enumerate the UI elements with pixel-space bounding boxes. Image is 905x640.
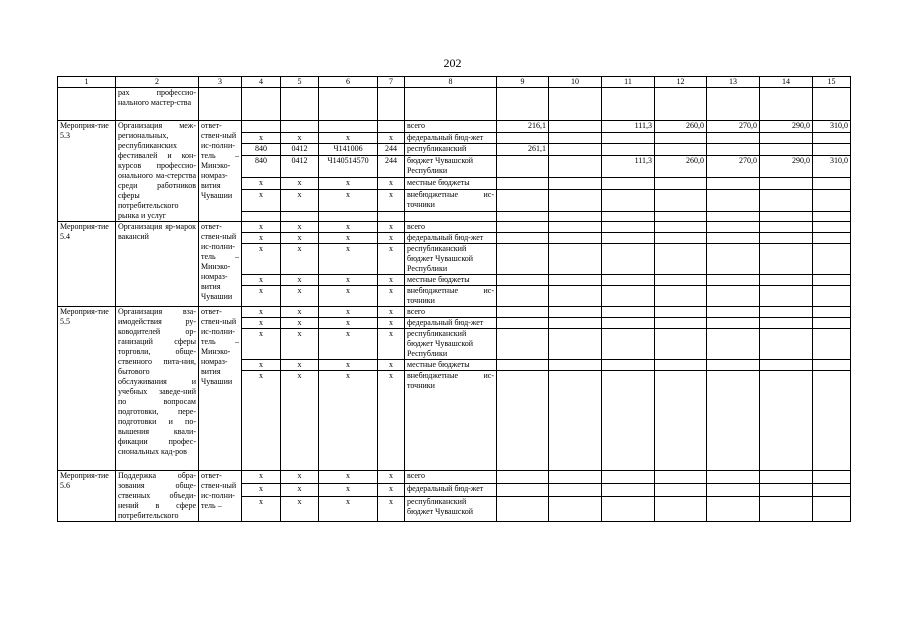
- x-mark-cell: x: [378, 484, 405, 497]
- table-cell: [655, 222, 707, 233]
- x-mark-cell: x: [319, 286, 378, 307]
- table-cell: [602, 212, 655, 222]
- x-mark-cell: x: [378, 233, 405, 244]
- table-cell: [760, 178, 813, 190]
- source-label: республиканский бюджет Чувашской Республики: [405, 329, 497, 360]
- source-label: всего: [405, 307, 497, 318]
- column-header: 4: [242, 77, 281, 88]
- x-mark-cell: x: [281, 318, 319, 329]
- source-label: федеральный бюд-жет: [405, 318, 497, 329]
- x-mark-cell: x: [242, 497, 281, 522]
- source-label: местные бюджеты: [405, 360, 497, 371]
- x-mark-cell: x: [242, 286, 281, 307]
- source-label: республиканский бюджет Чувашской: [405, 497, 497, 522]
- event-executor: ответ-ствен-ный ис-полни-тель –: [199, 471, 242, 522]
- table-cell: [760, 275, 813, 286]
- table-cell: Ч141006: [319, 144, 378, 156]
- table-cell: [655, 132, 707, 144]
- table-cell: [707, 88, 760, 121]
- x-mark-cell: x: [378, 189, 405, 211]
- table-cell: [813, 318, 851, 329]
- table-cell: [549, 275, 602, 286]
- table-cell: [707, 178, 760, 190]
- table-cell: [602, 275, 655, 286]
- table-cell: [760, 318, 813, 329]
- table-cell: [813, 471, 851, 484]
- x-mark-cell: x: [242, 329, 281, 360]
- table-cell: [242, 212, 281, 222]
- table-cell: 216,1: [497, 121, 549, 133]
- table-cell: [760, 371, 813, 471]
- table-cell: [813, 132, 851, 144]
- table-cell: [707, 286, 760, 307]
- x-mark-cell: x: [319, 189, 378, 211]
- table-cell: [549, 155, 602, 177]
- table-cell: [760, 360, 813, 371]
- event-executor: ответ-ствен-ный ис-полни-тель – Минэко-номраз-вития Чувашии: [199, 121, 242, 222]
- table-cell: [760, 189, 813, 211]
- x-mark-cell: x: [281, 244, 319, 275]
- table-cell: [497, 371, 549, 471]
- table-cell: [497, 222, 549, 233]
- x-mark-cell: x: [281, 497, 319, 522]
- table-cell: 310,0: [813, 121, 851, 133]
- table-cell: [707, 360, 760, 371]
- event-label: Мероприя-тие 5.3: [58, 121, 116, 222]
- x-mark-cell: x: [378, 307, 405, 318]
- x-mark-cell: x: [378, 497, 405, 522]
- table-cell: [707, 371, 760, 471]
- column-header-row: [58, 77, 851, 88]
- table-cell: [549, 144, 602, 156]
- table-cell: 270,0: [707, 155, 760, 177]
- x-mark-cell: x: [378, 222, 405, 233]
- table-cell: [602, 244, 655, 275]
- table-cell: [813, 212, 851, 222]
- x-mark-cell: x: [281, 178, 319, 190]
- table-cell: [549, 178, 602, 190]
- x-mark-cell: x: [242, 178, 281, 190]
- x-mark-cell: x: [378, 286, 405, 307]
- table-cell: [813, 275, 851, 286]
- column-header: 6: [319, 77, 378, 88]
- table-cell: [707, 318, 760, 329]
- column-header: 9: [497, 77, 549, 88]
- x-mark-cell: x: [281, 484, 319, 497]
- table-cell: [602, 233, 655, 244]
- table-cell: [549, 307, 602, 318]
- x-mark-cell: x: [242, 471, 281, 484]
- event-name: Организация меж-региональных, республиканских фестивалей и кон-курсов профессио-онального ма-стерства среди работников сферы потребительского рынка и услуг: [116, 121, 199, 222]
- table-cell: [760, 132, 813, 144]
- table-cell: [813, 244, 851, 275]
- table-cell: [813, 371, 851, 471]
- x-mark-cell: x: [319, 360, 378, 371]
- table-cell: [760, 484, 813, 497]
- table-cell: [497, 484, 549, 497]
- source-label: всего: [405, 222, 497, 233]
- column-header: 8: [405, 77, 497, 88]
- table-cell: 244: [378, 155, 405, 177]
- x-mark-cell: x: [378, 244, 405, 275]
- table-cell: 111,3: [602, 155, 655, 177]
- table-cell: [319, 212, 378, 222]
- table-cell: 840: [242, 155, 281, 177]
- x-mark-cell: x: [242, 222, 281, 233]
- table-cell: [707, 233, 760, 244]
- table-cell: [497, 155, 549, 177]
- table-cell: [655, 484, 707, 497]
- table-cell: [497, 178, 549, 190]
- table-cell: [549, 318, 602, 329]
- table-cell: [378, 121, 405, 133]
- event-name: рах профессио-нального мастер-ства: [116, 88, 199, 121]
- column-header: 11: [602, 77, 655, 88]
- x-mark-cell: x: [242, 244, 281, 275]
- x-mark-cell: x: [319, 132, 378, 144]
- x-mark-cell: x: [378, 178, 405, 190]
- column-header: 12: [655, 77, 707, 88]
- x-mark-cell: x: [281, 189, 319, 211]
- column-header: 3: [199, 77, 242, 88]
- table-cell: [707, 132, 760, 144]
- table-cell: [497, 318, 549, 329]
- table-cell: [497, 307, 549, 318]
- table-cell: [813, 144, 851, 156]
- table-cell: [602, 286, 655, 307]
- table-cell: [655, 329, 707, 360]
- x-mark-cell: x: [242, 233, 281, 244]
- x-mark-cell: x: [242, 132, 281, 144]
- table-cell: [707, 244, 760, 275]
- table-cell: [497, 471, 549, 484]
- x-mark-cell: x: [378, 329, 405, 360]
- x-mark-cell: x: [281, 275, 319, 286]
- table-cell: [760, 329, 813, 360]
- table-cell: [549, 329, 602, 360]
- table-cell: [549, 88, 602, 121]
- x-mark-cell: x: [281, 307, 319, 318]
- x-mark-cell: x: [281, 329, 319, 360]
- table-cell: 310,0: [813, 155, 851, 177]
- table-cell: [602, 318, 655, 329]
- x-mark-cell: x: [319, 222, 378, 233]
- x-mark-cell: x: [281, 132, 319, 144]
- table-cell: [549, 360, 602, 371]
- table-cell: [813, 178, 851, 190]
- table-cell: [497, 132, 549, 144]
- table-cell: [655, 88, 707, 121]
- table-cell: [707, 484, 760, 497]
- x-mark-cell: x: [242, 371, 281, 471]
- event-executor: ответ-ствен-ный ис-полни-тель – Минэко-номраз-вития Чувашии: [199, 222, 242, 307]
- table-cell: [602, 88, 655, 121]
- x-mark-cell: x: [242, 360, 281, 371]
- x-mark-cell: x: [242, 484, 281, 497]
- x-mark-cell: x: [319, 497, 378, 522]
- table-cell: [707, 189, 760, 211]
- table-cell: [655, 307, 707, 318]
- table-cell: [655, 318, 707, 329]
- column-header: 13: [707, 77, 760, 88]
- table-cell: [655, 371, 707, 471]
- table-cell: [242, 121, 281, 133]
- table-cell: [707, 471, 760, 484]
- table-cell: 840: [242, 144, 281, 156]
- table-cell: [655, 497, 707, 522]
- source-label: местные бюджеты: [405, 275, 497, 286]
- table-cell: [655, 189, 707, 211]
- table-cell: [655, 212, 707, 222]
- table-cell: [655, 286, 707, 307]
- table-cell: [602, 307, 655, 318]
- x-mark-cell: x: [281, 222, 319, 233]
- table-cell: 260,0: [655, 155, 707, 177]
- table-cell: [813, 484, 851, 497]
- table-cell: [813, 307, 851, 318]
- table-cell: [655, 233, 707, 244]
- table-cell: [497, 275, 549, 286]
- table-cell: [760, 244, 813, 275]
- column-header: 1: [58, 77, 116, 88]
- table-cell: [760, 471, 813, 484]
- x-mark-cell: x: [319, 275, 378, 286]
- table-cell: 111,3: [602, 121, 655, 133]
- table-cell: [549, 212, 602, 222]
- source-label: внебюджетные ис-точники: [405, 286, 497, 307]
- x-mark-cell: x: [378, 360, 405, 371]
- table-cell: [602, 222, 655, 233]
- table-cell: [602, 471, 655, 484]
- table-cell: [199, 88, 242, 121]
- table-cell: [549, 222, 602, 233]
- table-cell: 290,0: [760, 121, 813, 133]
- table-cell: Ч140514570: [319, 155, 378, 177]
- table-cell: [813, 222, 851, 233]
- source-label: внебюджетные ис-точники: [405, 371, 497, 471]
- table-cell: [655, 471, 707, 484]
- table-cell: [655, 360, 707, 371]
- table-cell: [813, 189, 851, 211]
- x-mark-cell: x: [281, 286, 319, 307]
- x-mark-cell: x: [281, 360, 319, 371]
- column-header: 5: [281, 77, 319, 88]
- column-header: 2: [116, 77, 199, 88]
- table-cell: [549, 244, 602, 275]
- x-mark-cell: x: [319, 484, 378, 497]
- page-number: 202: [443, 56, 462, 70]
- table-cell: [319, 121, 378, 133]
- table-cell: 261,1: [497, 144, 549, 156]
- table-cell: [497, 244, 549, 275]
- table-cell: [378, 212, 405, 222]
- table-cell: [602, 497, 655, 522]
- table-cell: [707, 497, 760, 522]
- table-cell: 270,0: [707, 121, 760, 133]
- table-cell: [707, 222, 760, 233]
- table-cell: [549, 132, 602, 144]
- table-cell: [760, 144, 813, 156]
- table-cell: [760, 497, 813, 522]
- table-row: [58, 307, 851, 318]
- x-mark-cell: x: [281, 471, 319, 484]
- x-mark-cell: x: [319, 178, 378, 190]
- table-cell: [497, 212, 549, 222]
- x-mark-cell: x: [319, 307, 378, 318]
- source-label: республиканский: [405, 144, 497, 156]
- source-label: бюджет Чувашской Республики: [405, 155, 497, 177]
- source-label: внебюджетные ис-точники: [405, 189, 497, 211]
- table-cell: [497, 497, 549, 522]
- table-cell: [813, 233, 851, 244]
- table-cell: 0412: [281, 155, 319, 177]
- table-cell: 260,0: [655, 121, 707, 133]
- table-cell: [813, 286, 851, 307]
- x-mark-cell: x: [281, 371, 319, 471]
- x-mark-cell: x: [242, 189, 281, 211]
- table-cell: [760, 88, 813, 121]
- column-header: 10: [549, 77, 602, 88]
- event-name: Организация яр-марок вакансий: [116, 222, 199, 307]
- table-cell: [760, 212, 813, 222]
- table-cell: [655, 275, 707, 286]
- table-cell: [549, 189, 602, 211]
- table-cell: [602, 329, 655, 360]
- table-cell: [497, 360, 549, 371]
- source-label: всего: [405, 471, 497, 484]
- table-cell: [281, 212, 319, 222]
- table-cell: [281, 121, 319, 133]
- table-cell: [319, 88, 378, 121]
- table-cell: [655, 178, 707, 190]
- x-mark-cell: x: [319, 233, 378, 244]
- table-cell: [281, 88, 319, 121]
- source-label: местные бюджеты: [405, 178, 497, 190]
- x-mark-cell: x: [378, 371, 405, 471]
- column-header: 14: [760, 77, 813, 88]
- table-cell: [655, 244, 707, 275]
- table-cell: [813, 497, 851, 522]
- column-header: 15: [813, 77, 851, 88]
- event-label: Мероприя-тие 5.5: [58, 307, 116, 471]
- event-label: Мероприя-тие 5.4: [58, 222, 116, 307]
- table-cell: [813, 329, 851, 360]
- table-cell: [707, 212, 760, 222]
- table-cell: [378, 88, 405, 121]
- budget-table: [57, 76, 851, 522]
- x-mark-cell: x: [319, 471, 378, 484]
- event-name: Поддержка обра-зования обще-ственных объеди-нений в сфере потребительского: [116, 471, 199, 522]
- table-cell: [549, 121, 602, 133]
- table-cell: [497, 189, 549, 211]
- table-cell: [497, 329, 549, 360]
- column-header: 7: [378, 77, 405, 88]
- table-cell: [58, 88, 116, 121]
- table-cell: [760, 286, 813, 307]
- source-label: всего: [405, 121, 497, 133]
- table-cell: [760, 307, 813, 318]
- source-label: республиканский бюджет Чувашской Республики: [405, 244, 497, 275]
- table-cell: [242, 88, 281, 121]
- x-mark-cell: x: [378, 132, 405, 144]
- table-cell: [707, 329, 760, 360]
- source-label: федеральный бюд-жет: [405, 233, 497, 244]
- table-cell: [549, 497, 602, 522]
- table-cell: [549, 286, 602, 307]
- table-cell: [497, 88, 549, 121]
- table-cell: [405, 212, 497, 222]
- x-mark-cell: x: [378, 275, 405, 286]
- table-cell: [602, 132, 655, 144]
- event-executor: ответ-ствен-ный ис-полни-тель – Минэко-номраз-вития Чувашии: [199, 307, 242, 471]
- table-cell: [549, 233, 602, 244]
- table-cell: 0412: [281, 144, 319, 156]
- table-cell: [549, 484, 602, 497]
- x-mark-cell: x: [378, 471, 405, 484]
- event-name: Организация вза-имодействия ру-ководителей ор-ганизаций сферы торговли, обще-ственного пита-ния, бытового обслуживания и учебных заведе-ний по вопросам подготовки, пере-подготовки и по-вышения квали-фикации профес-сиональных кад-ров: [116, 307, 199, 471]
- table-cell: [760, 233, 813, 244]
- table-cell: [497, 286, 549, 307]
- x-mark-cell: x: [378, 318, 405, 329]
- x-mark-cell: x: [242, 275, 281, 286]
- table-cell: [602, 371, 655, 471]
- table-row: [58, 121, 851, 133]
- event-label: Мероприя-тие 5.6: [58, 471, 116, 522]
- x-mark-cell: x: [281, 233, 319, 244]
- table-cell: [813, 88, 851, 121]
- x-mark-cell: x: [319, 318, 378, 329]
- table-cell: [813, 360, 851, 371]
- source-label: федеральный бюд-жет: [405, 132, 497, 144]
- table-row: [58, 222, 851, 233]
- table-cell: 290,0: [760, 155, 813, 177]
- x-mark-cell: x: [242, 307, 281, 318]
- table-cell: [707, 275, 760, 286]
- table-cell: [549, 471, 602, 484]
- x-mark-cell: x: [319, 371, 378, 471]
- table-cell: [602, 144, 655, 156]
- table-cell: [405, 88, 497, 121]
- table-cell: [497, 233, 549, 244]
- table-cell: [549, 371, 602, 471]
- table-cell: [655, 144, 707, 156]
- table-cell: [707, 307, 760, 318]
- table-cell: [602, 484, 655, 497]
- table-cell: [602, 178, 655, 190]
- x-mark-cell: x: [242, 318, 281, 329]
- table-cell: [602, 360, 655, 371]
- table-row: [58, 88, 851, 121]
- table-cell: [602, 189, 655, 211]
- source-label: федеральный бюд-жет: [405, 484, 497, 497]
- x-mark-cell: x: [319, 329, 378, 360]
- table-cell: [707, 144, 760, 156]
- x-mark-cell: x: [319, 244, 378, 275]
- table-cell: [760, 222, 813, 233]
- table-cell: 244: [378, 144, 405, 156]
- table-row: [58, 471, 851, 484]
